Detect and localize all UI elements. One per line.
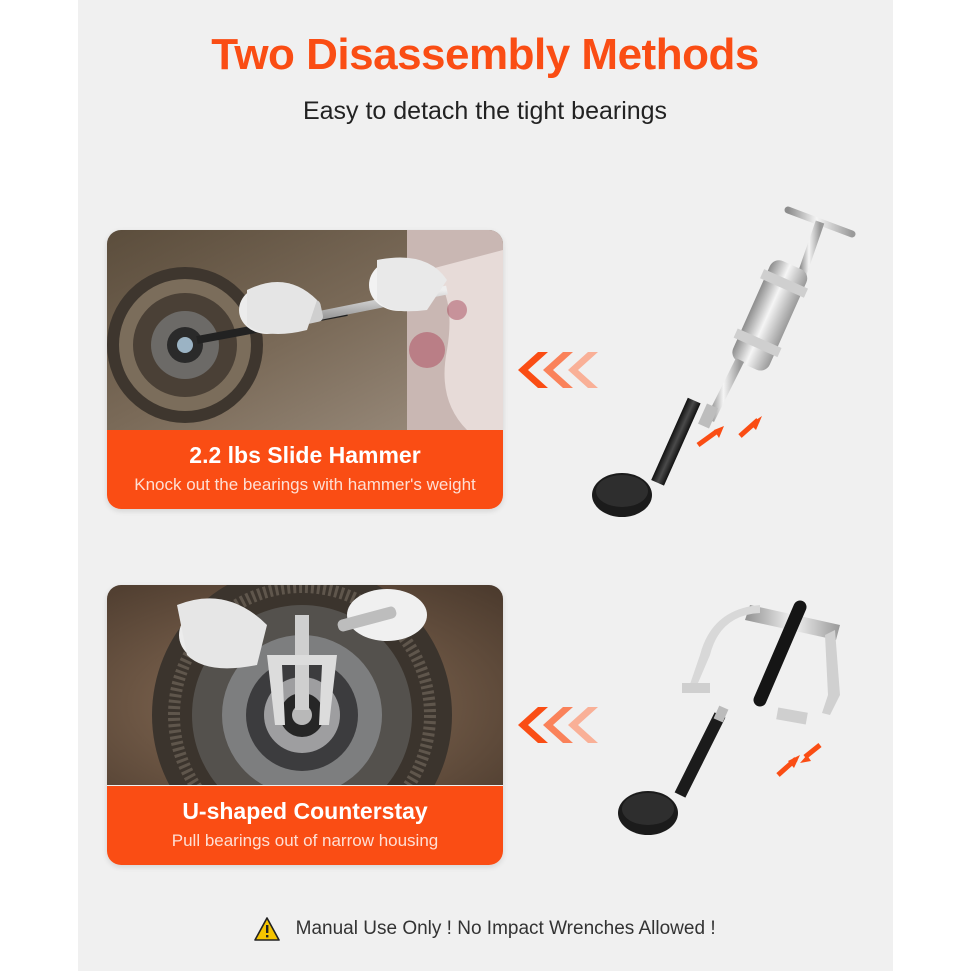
slide-hammer-tool-image <box>580 200 870 530</box>
warning-text: Manual Use Only ! No Impact Wrenches Allowed ! <box>295 918 716 940</box>
counterstay-tool-image <box>600 595 870 855</box>
method-band <box>107 786 503 865</box>
warning-note <box>0 917 970 941</box>
chevron-left-arrows-icon <box>516 705 600 745</box>
slide-hammer-photo <box>107 230 503 430</box>
counterstay-photo <box>107 585 503 785</box>
method-description: Pull bearings out of narrow housing <box>171 831 439 850</box>
page-subtitle: Easy to detach the tight bearings <box>302 97 668 125</box>
method-title: 2.2 lbs Slide Hammer <box>189 442 421 468</box>
method-band <box>107 430 503 509</box>
warning-triangle-icon <box>254 917 280 941</box>
method-card-slide-hammer <box>107 230 503 509</box>
method-card-counterstay <box>107 585 503 865</box>
method-description: Knock out the bearings with hammer's weight <box>134 475 476 494</box>
page-title: Two Disassembly Methods <box>211 30 759 79</box>
method-title: U-shaped Counterstay <box>182 798 428 824</box>
